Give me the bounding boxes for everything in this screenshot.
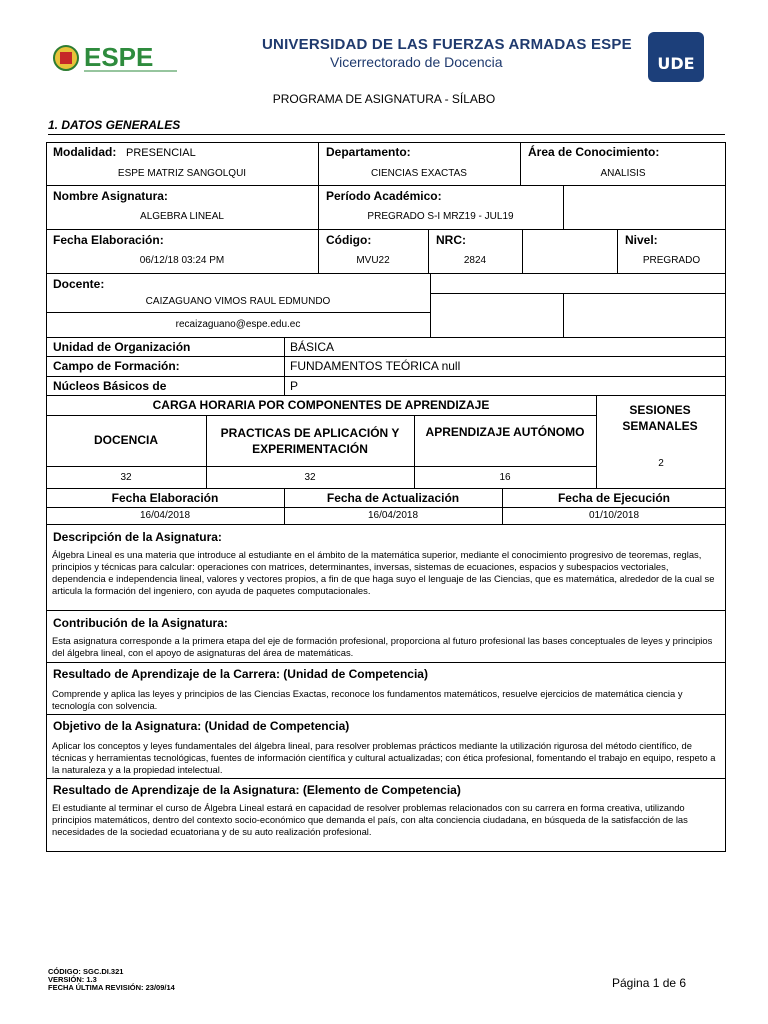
unidad-label: Unidad de Organización [53,340,191,354]
docente-value: CAIZAGUANO VIMOS RAUL EDMUNDO [145,296,331,307]
document-title: PROGRAMA DE ASIGNATURA - SÍLABO [272,92,496,106]
codigo-value: MVU22 [356,255,390,266]
campo-value: FUNDAMENTOS TEÓRICA null [290,359,461,373]
footer-revision: FECHA ÚLTIMA REVISIÓN: 23/09/14 [48,983,175,992]
contribucion-title: Contribución de la Asignatura: [53,616,228,630]
unidad-value: BÁSICA [290,340,335,354]
autonomo-label: APRENDIZAJE AUTÓNOMO [425,425,585,439]
vicerrectorado: Vicerrectorado de Docencia [330,54,503,70]
ude-logo-text: UDE [657,54,695,73]
periodo-value: PREGRADO S-I MRZ19 - JUL19 [367,211,514,222]
resultado-carrera-text: Comprende y aplica las leyes y principios de las Ciencias Exactas, reconoce los fundamentos matemáticos, resuelve ejercicios de matemática ciencia y tecnología con solvencia. [52,688,683,711]
departamento-value: CIENCIAS EXACTAS [371,168,467,179]
footer-codes [48,968,175,992]
ude-logo [648,32,704,82]
nrc-label: NRC: [436,233,466,247]
codigo-label: Código: [326,233,372,247]
asignatura-label: Nombre Asignatura: [53,189,168,203]
docente-email: recaizaguano@espe.edu.ec [175,319,301,330]
asignatura-value: ALGEBRA LINEAL [140,211,224,222]
footer-version: VERSIÓN: 1.3 [48,975,97,984]
nivel-value: PREGRADO [642,255,701,266]
page-header [0,20,768,84]
svg-text:ESPE: ESPE [84,42,154,72]
sesiones-label: SESIONES SEMANALES [622,403,698,433]
nrc-value: 2824 [463,255,487,266]
campo-label: Campo de Formación: [53,359,180,373]
fecha-ejec-label: Fecha de Ejecución [557,491,671,505]
contribucion-text: Esta asignatura corresponde a la primera etapa del eje de formación profesional, proporciona al futuro profesional las bases conceptuales de leyes y principios del álgebra lineal, con el apoyo de asignaturas del área de matemáticas. [52,635,713,658]
fecha-elaboracion-value: 06/12/18 03:24 PM [139,255,225,266]
resultado-carrera-title: Resultado de Aprendizaje de la Carrera: (Unidad de Competencia) [53,667,428,681]
fecha-elab-label: Fecha Elaboración [111,491,219,505]
campus-value: ESPE MATRIZ SANGOLQUI [117,168,247,179]
footer-codigo: CÓDIGO: SGC.DI.321 [48,967,124,976]
autonomo-value: 16 [499,472,511,483]
section-divider [48,134,725,135]
university-name: UNIVERSIDAD DE LAS FUERZAS ARMADAS ESPE [262,36,632,53]
area-label: Área de Conocimiento: [528,145,660,159]
sesiones-value: 2 [658,458,664,469]
area-value: ANALISIS [600,168,646,179]
modalidad-label: Modalidad: [53,145,117,159]
nucleos-label: Núcleos Básicos de [53,379,167,393]
descripcion-title: Descripción de la Asignatura: [53,530,222,544]
modalidad-value: PRESENCIAL [126,147,196,159]
periodo-label: Período Académico: [326,189,442,203]
fecha-elaboracion-label: Fecha Elaboración: [53,233,164,247]
practicas-label: PRACTICAS DE APLICACIÓN Y EXPERIMENTACIÓN [220,426,400,456]
objetivo-title: Objetivo de la Asignatura: (Unidad de Competencia) [53,719,350,733]
fecha-act-value: 16/04/2018 [367,510,419,521]
resultado-asignatura-text: El estudiante al terminar el curso de Álgebra Lineal estará en capacidad de resolver problemas relacionados con su carrera en forma creativa, utilizando principios matemáticos, dentro del contexto socio-económico que demanda el país, con alta conciencia ciudadana, en búsqueda de la satisfacción de las necesidades de la sociedad ecuatoriana y de su auto realización profesional. [52,802,688,837]
espe-logo [52,36,182,86]
docente-label: Docente: [53,277,105,291]
fecha-elab-value: 16/04/2018 [139,510,191,521]
nivel-label: Nivel: [625,233,658,247]
section-title: 1. DATOS GENERALES [48,118,181,132]
descripcion-text: Álgebra Lineal es una materia que introduce al estudiante en el ámbito de la matemática superior, mediante el conocimiento progresivo de teoremas, reglas, principios y técnicas para calcular: operaciones con matrices, determinantes, inversas, sistemas de ecuaciones, espacios y subespacios vectoriales, dependencia e independencia lineal, valores y vectores propios, a fin de que haga suyo el lenguaje de las Ciencias, que es matemática, alrededor de la cual se articula la formación del ingeniero, con ayuda de paquetes computacionales. [52,549,715,596]
departamento-label: Departamento: [326,145,411,159]
nucleos-value: P [290,379,299,393]
fecha-ejec-value: 01/10/2018 [588,510,640,521]
fecha-act-label: Fecha de Actualización [326,491,460,505]
objetivo-text: Aplicar los conceptos y leyes fundamentales del álgebra lineal, para resolver problemas prácticos mediante la utilización rigurosa del método científico, de técnicas y herramientas tecnológicas, fuentes de información científica y cultural actualizadas; con ética profesional, fomentando el trabajo en equipo, respeto a la naturaleza y a la propiedad intelectual. [52,740,716,775]
page-number: Página 1 de 6 [612,976,687,990]
practicas-value: 32 [304,472,316,483]
resultado-asignatura-title: Resultado de Aprendizaje de la Asignatura: (Elemento de Competencia) [53,783,461,797]
docencia-value: 32 [120,472,132,483]
docencia-label: DOCENCIA [93,433,158,447]
carga-title: CARGA HORARIA POR COMPONENTES DE APRENDIZAJE [152,398,490,412]
